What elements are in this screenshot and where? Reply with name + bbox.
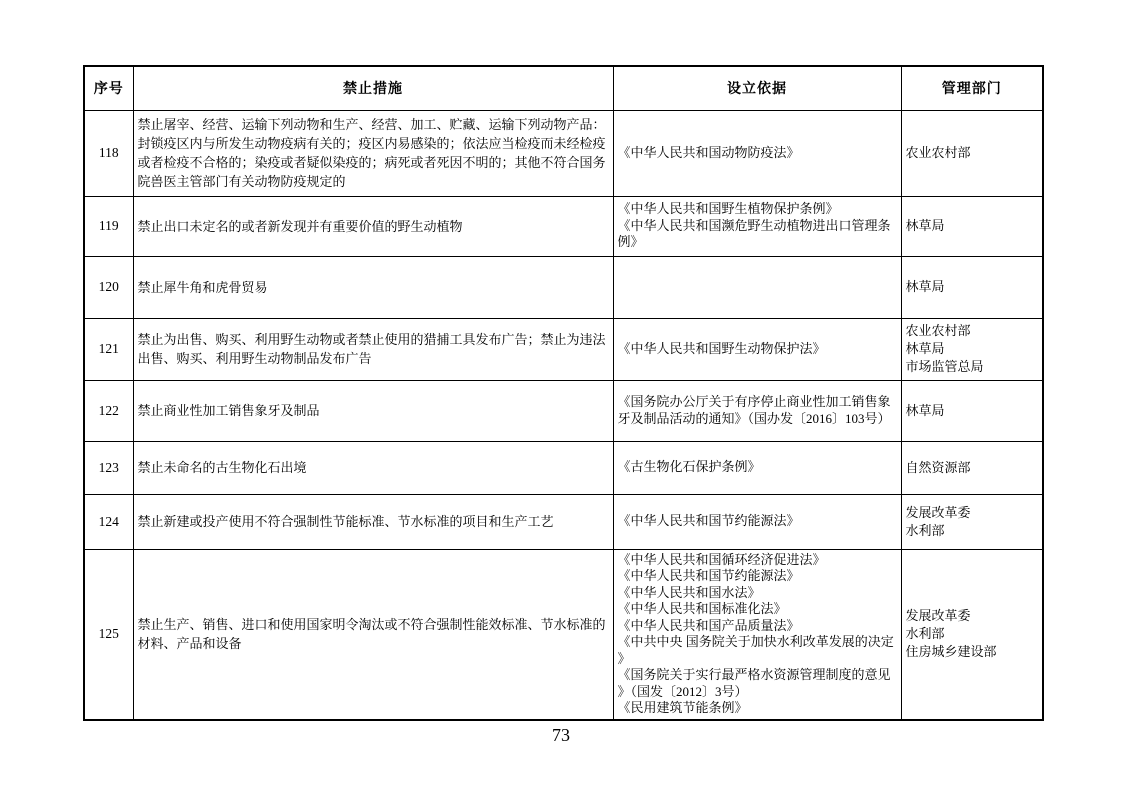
department-cell [901,380,1043,441]
row-number-cell: 121 [84,318,133,380]
table-body [84,110,1043,720]
department-line: 市场监管总局 [905,359,984,374]
basis-cell [613,380,901,441]
basis-line: 《中华人民共和国水法》 [617,584,761,600]
table-row [84,196,1043,256]
department-line: 发展改革委 [905,608,971,623]
table-header-row [84,66,1043,110]
col-header-prohibited-measure: 禁止措施 [133,66,613,110]
basis-cell [613,549,901,720]
basis-line: 《中华人民共和国产品质量法》 [617,617,800,633]
basis-line: 《古生物化石保护条例》 [617,459,761,475]
basis-line: 《中华人民共和国节约能源法》 [617,568,800,583]
basis-line: 《中共中央 国务院关于加快水利改革发展的决定》 [617,634,894,666]
measure-cell: 禁止犀牛角和虎骨贸易 [133,256,613,318]
basis-line: 《国务院办公厅关于有序停止商业性加工销售象牙及制品活动的通知》（国办发〔2016〕103号） [617,394,891,426]
basis-cell [613,494,901,549]
col-header-management-department: 管理部门 [901,66,1043,110]
basis-cell [613,196,901,256]
department-cell [901,549,1043,720]
department-line: 林草局 [905,341,945,356]
measure-cell: 禁止未命名的古生物化石出境 [133,441,613,494]
department-cell [901,110,1043,196]
measure-cell: 禁止新建或投产使用不符合强制性节能标准、节水标准的项目和生产工艺 [133,494,613,549]
row-number-cell: 123 [84,441,133,494]
basis-line: 《中华人民共和国濒危野生动植物进出口管理条例》 [617,217,891,250]
department-cell [901,318,1043,380]
row-number-cell: 125 [84,549,133,720]
department-line: 林草局 [905,402,945,418]
prohibition-table [83,65,1044,721]
table-row [84,494,1043,549]
basis-line: 《中华人民共和国标准化法》 [617,601,787,616]
basis-cell [613,318,901,380]
department-line: 水利部 [905,626,945,641]
table-row [84,380,1043,441]
page-number: 73 [552,725,570,745]
col-header-serial-number: 序号 [84,66,133,110]
basis-line: 《中华人民共和国动物防疫法》 [617,144,800,160]
table-row [84,441,1043,494]
table-row [84,256,1043,318]
basis-line: 《中华人民共和国野生植物保护条例》 [617,201,839,217]
measure-cell: 禁止生产、销售、进口和使用国家明令淘汰或不符合强制性能效标准、节水标准的材料、产品和设备 [133,549,613,720]
department-line: 农业农村部 [905,323,971,338]
basis-line: 《民用建筑节能条例》 [617,700,748,715]
table-row [84,549,1043,720]
department-line: 住房城乡建设部 [905,644,997,659]
department-line: 自然资源部 [905,459,971,475]
table-row [84,110,1043,196]
department-line: 水利部 [905,522,945,538]
measure-cell: 禁止屠宰、经营、运输下列动物和生产、经营、加工、贮藏、运输下列动物产品：封锁疫区内与所发生动物疫病有关的；疫区内易感染的；依法应当检疫而未经检疫或者检疫不合格的；染疫或者疑似染疫的；病死或者死因不明的；其他不符合国务院兽医主管部门有关动物防疫规定的 [133,110,613,196]
basis-line: 《国务院关于实行最严格水资源管理制度的意见》（国发〔2012〕3号） [617,667,891,699]
measure-cell: 禁止出口未定名的或者新发现并有重要价值的野生动植物 [133,196,613,256]
basis-line: 《中华人民共和国野生动物保护法》 [617,340,826,356]
row-number-cell: 118 [84,110,133,196]
row-number-cell: 119 [84,196,133,256]
basis-cell [613,256,901,318]
department-line: 农业农村部 [905,145,971,160]
department-cell [901,256,1043,318]
department-line: 林草局 [905,279,945,294]
measure-cell: 禁止为出售、购买、利用野生动物或者禁止使用的猎捕工具发布广告；禁止为违法出售、购买、利用野生动物制品发布广告 [133,318,613,380]
department-cell [901,494,1043,549]
row-number-cell: 122 [84,380,133,441]
measure-cell: 禁止商业性加工销售象牙及制品 [133,380,613,441]
basis-cell [613,110,901,196]
department-cell [901,196,1043,256]
department-line: 发展改革委 [905,504,971,520]
table-row [84,318,1043,380]
col-header-establishment-basis: 设立依据 [613,66,901,110]
basis-line: 《中华人民共和国节约能源法》 [617,513,800,529]
basis-line: 《中华人民共和国循环经济促进法》 [617,551,826,567]
row-number-cell: 124 [84,494,133,549]
basis-cell [613,441,901,494]
row-number-cell: 120 [84,256,133,318]
department-line: 林草局 [905,218,945,233]
department-cell [901,441,1043,494]
